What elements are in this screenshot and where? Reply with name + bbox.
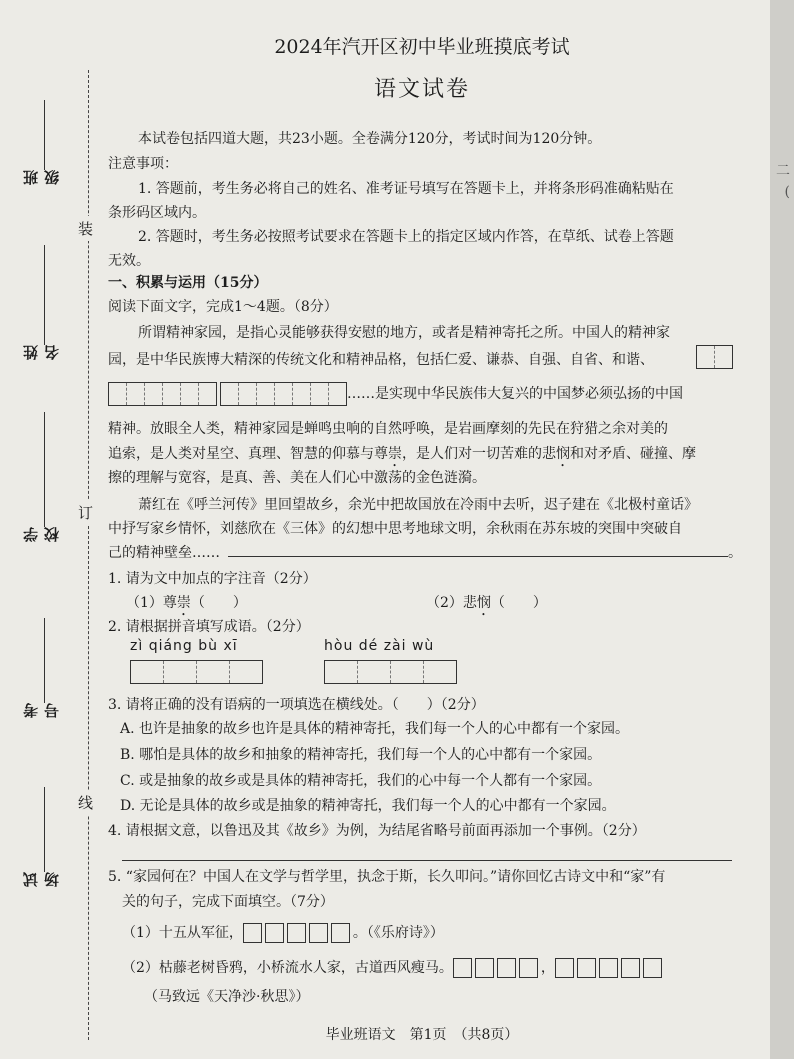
pinyin-answer-box-2[interactable] [324,660,457,684]
dotted-char-chong: 崇 [388,446,402,462]
question-1b[interactable] [426,592,547,619]
question-4-answer-line[interactable] [122,860,732,861]
dotted-char-min: 悯 [556,446,570,462]
passage-p2-line2: 中抒写家乡情怀，刘慈欣在《三体》的幻想中思考地球文明，余秋雨在苏东坡的突围中突破自 [108,521,682,537]
question-1a-paren: （ ） [190,595,247,611]
passage-p1-line5 [108,443,696,470]
question-5-1-label: （1）十五从军征， [122,925,243,941]
binding-char-zhuang: 装 [78,216,93,241]
section1-heading: 一、积累与运用（15分） [108,275,268,291]
passage-p1-line3: ……是实现中华民族伟大复兴的中国梦必须弘扬的中国 [347,386,683,402]
question-1a-label: （1）尊 [126,595,177,611]
question-1b-label: （2）悲 [426,595,477,611]
question-2: 2. 请根据拼音填写成语。（2分） [108,619,310,635]
passage-p1-line2: 园，是中华民族博大精深的传统文化和精神品格，包括仁爱、谦恭、自强、自省、和谐、 [108,352,654,368]
edge-char-2: ( [784,184,790,200]
exam-intro: 本试卷包括四道大题，共23小题。全卷满分120分，考试时间为120分钟。 [138,131,602,147]
passage-answer-line[interactable] [228,556,728,557]
question-3-option-c[interactable]: C. 或是抽象的故乡或是具体的精神寄托，我们的心中每一个人都有一个家园。 [120,773,602,789]
passage-period: 。 [728,545,742,561]
passage-p1-line3-row [108,382,683,406]
question-5-1 [122,922,444,943]
question-5-2 [122,957,665,978]
question-3-option-d[interactable]: D. 无论是具体的故乡或是抽象的精神寄托，我们每一个人的心中都有一个家园。 [120,798,616,814]
passage-p1-line5-e: 和对矛盾、碰撞、摩 [570,446,696,462]
field-class-label: 班级 [22,170,61,185]
field-exam-number-line [44,618,45,703]
field-exam-room-label: 试场 [22,872,61,887]
passage-p2-line1: 萧红在《呼兰河传》里回望故乡，余光中把故国放在冷雨中去听，迟子建在《北极村童话》 [138,497,698,513]
pinyin-1: zì qiáng bù xī [130,638,238,654]
field-name-label: 姓名 [22,345,61,360]
notice-2-line1: 2. 答题时，考生务必按照考试要求在答题卡上的指定区域内作答，在草纸、试卷上答题 [138,229,674,245]
question-5-1-source: 。（《乐府诗》） [352,925,444,941]
question-1b-paren: （ ） [490,595,547,611]
binding-margin [0,0,110,1059]
question-1a-char: 崇 [176,595,191,611]
notice-1-line1: 1. 答题前，考生务必将自己的姓名、准考证号填写在答题卡上，并将条形码准确粘贴在 [138,181,674,197]
exam-subtitle: 语文试卷 [373,77,470,102]
idiom-answer-box-1[interactable] [108,382,217,406]
read-instruction: 阅读下面文字，完成1～4题。（8分） [108,299,338,315]
binding-char-ding: 订 [78,500,93,525]
question-4: 4. 请根据文意，以鲁迅及其《故乡》为例，为结尾省略号前面再添加一个事例。（2分） [108,823,646,839]
passage-p2-line3: 己的精神壁垒…… [108,545,220,561]
field-exam-number-label: 考号 [22,703,61,718]
passage-p1-line5-c: ，是人们对一切苦难的悲 [402,446,556,462]
question-5-line2: 关的句子，完成下面填空。（7分） [122,894,334,910]
pinyin-answer-box-1[interactable] [130,660,263,684]
question-5-2-label: （2）枯藤老树昏鸦，小桥流水人家，古道西风瘦马。 [122,960,453,976]
next-page-edge [770,0,794,1059]
notice-1-line2: 条形码区域内。 [108,205,206,221]
page-footer: 毕业班语文 第1页 （共8页） [325,1027,519,1043]
question-1b-char: 悯 [476,595,491,611]
binding-char-xian: 线 [78,790,93,815]
field-school-line [44,412,45,527]
pinyin-2: hòu dé zài wù [324,638,435,654]
field-name-line [44,245,45,345]
question-3-option-a[interactable]: A. 也许是抽象的故乡也许是具体的精神寄托，我们每一个人的心中都有一个家园。 [120,721,630,737]
exam-title: 2024年汽开区初中毕业班摸底考试 [274,36,570,58]
idiom-answer-box-2[interactable] [220,382,347,406]
field-exam-room-line [44,787,45,872]
notice-heading: 注意事项： [108,156,178,172]
passage-p1-line5-a: 追索，是人类对星空、真理、智慧的仰慕与尊 [108,446,388,462]
question-5-line1: 5. “家园何在？中国人在文学与哲学里，执念于斯，长久叩问。”请你回忆古诗文中和“家”有 [108,869,666,885]
passage-p1-line1: 所谓精神家园，是指心灵能够获得安慰的地方，或者是精神寄托之所。中国人的精神家 [138,325,670,341]
passage-p1-line4: 精神。放眼全人类，精神家园是蝉鸣虫响的自然呼唤，是岩画摩刻的先民在狩猎之余对美的 [108,421,668,437]
passage-p1-line6: 擦的理解与宽容，是真、善、美在人们心中激荡的金色涟漪。 [108,470,486,486]
field-class-line [44,100,45,170]
question-5-2-source: （马致远《天净沙·秋思》） [144,989,310,1005]
idiom-answer-box-end[interactable] [696,345,733,369]
question-5-2-comma: ， [540,960,555,976]
notice-2-line2: 无效。 [108,253,150,269]
question-3: 3. 请将正确的没有语病的一项填选在横线处。（ ）（2分） [108,697,485,713]
edge-char-1: 二 [776,163,790,179]
question-3-option-b[interactable]: B. 哪怕是具体的故乡和抽象的精神寄托，我们每一个人的心中都有一个家园。 [120,747,602,763]
question-1: 1. 请为文中加点的字注音（2分） [108,571,317,587]
field-school-label: 学校 [22,527,61,542]
question-1a[interactable] [126,592,247,619]
